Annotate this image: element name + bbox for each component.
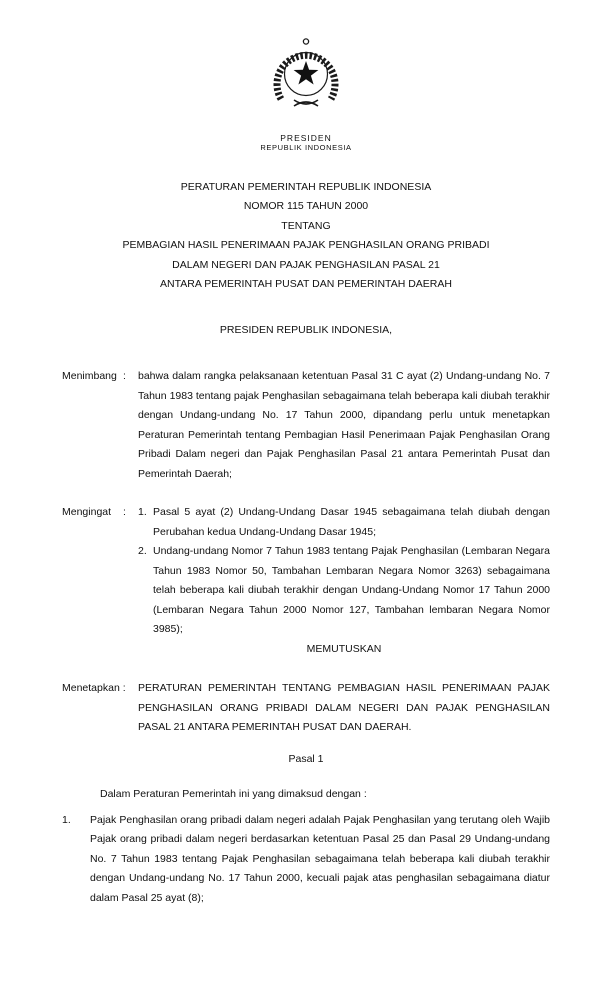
menimbang-colon: : (123, 370, 126, 382)
pasal-1-intro: Dalam Peraturan Pemerintah ini yang dimaksud dengan : (100, 788, 367, 800)
mengingat-item (138, 542, 550, 640)
mengingat-item-text: Pasal 5 ayat (2) Undang-Undang Dasar 1945 sebagaimana telah diubah dengan Perubahan kedua Undang-Undang Dasar 1945; (153, 506, 550, 538)
garuda-emblem-icon (266, 36, 346, 120)
letterhead-presiden: PRESIDEN (280, 132, 332, 143)
menimbang-label: Menimbang (62, 370, 117, 382)
star-icon (294, 61, 319, 85)
menetapkan-label: Menetapkan : (62, 682, 126, 694)
title-line-4: PEMBAGIAN HASIL PENERIMAAN PAJAK PENGHASILAN ORANG PRIBADI (122, 239, 490, 251)
mengingat-item-number: 2. (138, 545, 147, 557)
mengingat-items (138, 503, 550, 640)
letterhead (0, 0, 612, 152)
mengingat-label: Mengingat (62, 506, 112, 518)
pasal-1-item-number: 1. (62, 813, 71, 826)
mengingat-item (138, 503, 550, 542)
pasal-1-item-text: Pajak Penghasilan orang pribadi dalam negeri adalah Pajak Penghasilan yang terutang oleh Wajib Pajak orang pribadi dalam negeri berdasarkan ketentuan Pasal 25 dan Pasal 29 Undang-undang No. 7 Tahun 1983 tentang Pajak Penghasilan sebagaimana telah beberapa kali diubah terakhir dengan Undang-undang No. 17 Tahun 2000, kecuali pajak atas penghasilan sebagaimana diatur dalam Pasal 25 ayat (8); (90, 813, 550, 904)
document-body (0, 367, 612, 908)
menimbang-text: bahwa dalam rangka pelaksanaan ketentuan Pasal 31 C ayat (2) Undang-undang No. 7 Tahun 1983 tentang pajak Penghasilan sebagaimana telah beberapa kali diubah terakhir dengan Undang-undang No. 17 Tahun 2000, dipandang perlu untuk menetapkan Peraturan Pemerintah tentang Pembagian Hasil Penerimaan Pajak Penghasilan Orang Pribadi Dalam negeri dan Pajak Penghasilan Pasal 21 antara Pemerintah Pusat dan Pemerintah Daerah; (138, 370, 550, 480)
title-line-3: TENTANG (281, 219, 331, 232)
pasal-1-item (62, 811, 550, 909)
mengingat-item-number: 1. (138, 506, 147, 518)
title-block (0, 178, 612, 295)
clause-menetapkan (62, 679, 550, 738)
title-line-1: PERATURAN PEMERINTAH REPUBLIK INDONESIA (180, 180, 432, 193)
menetapkan-text: PERATURAN PEMERINTAH TENTANG PEMBAGIAN HASIL PENERIMAAN PAJAK PENGHASILAN ORANG PRIBADI DALAM NEGERI DAN PAJAK PENGHASILAN PASAL 21 ANTARA PEMERINTAH PUSAT DAN DAERAH. (138, 682, 550, 733)
clause-menimbang (62, 367, 550, 484)
title-line-6: ANTARA PEMERINTAH PUSAT DAN PEMERINTAH DAERAH (160, 278, 452, 290)
title-line-2: NOMOR 115 TAHUN 2000 (243, 200, 369, 212)
salutation: PRESIDEN REPUBLIK INDONESIA, (219, 323, 393, 336)
clause-mengingat (62, 503, 550, 640)
mengingat-colon: : (123, 506, 126, 518)
pasal-1-heading: Pasal 1 (288, 752, 324, 765)
mengingat-item-text: Undang-undang Nomor 7 Tahun 1983 tentang Pajak Penghasilan (Lembaran Negara Tahun 1983 Nomor 50, Tambahan Lembaran Negara Nomor 3263) sebagaimana telah beberapa kali diubah terakhir dengan Undang-Undang Nomor 17 Tahun 2000 (Lembaran Negara Tahun 2000 Nomor 127, Tambahan lembaran Negara Nomor 3985); (153, 545, 550, 635)
letterhead-republik: REPUBLIK INDONESIA (260, 142, 352, 152)
memutuskan-heading: MEMUTUSKAN (306, 642, 382, 655)
title-line-5: DALAM NEGERI DAN PAJAK PENGHASILAN PASAL 21 (172, 258, 440, 271)
